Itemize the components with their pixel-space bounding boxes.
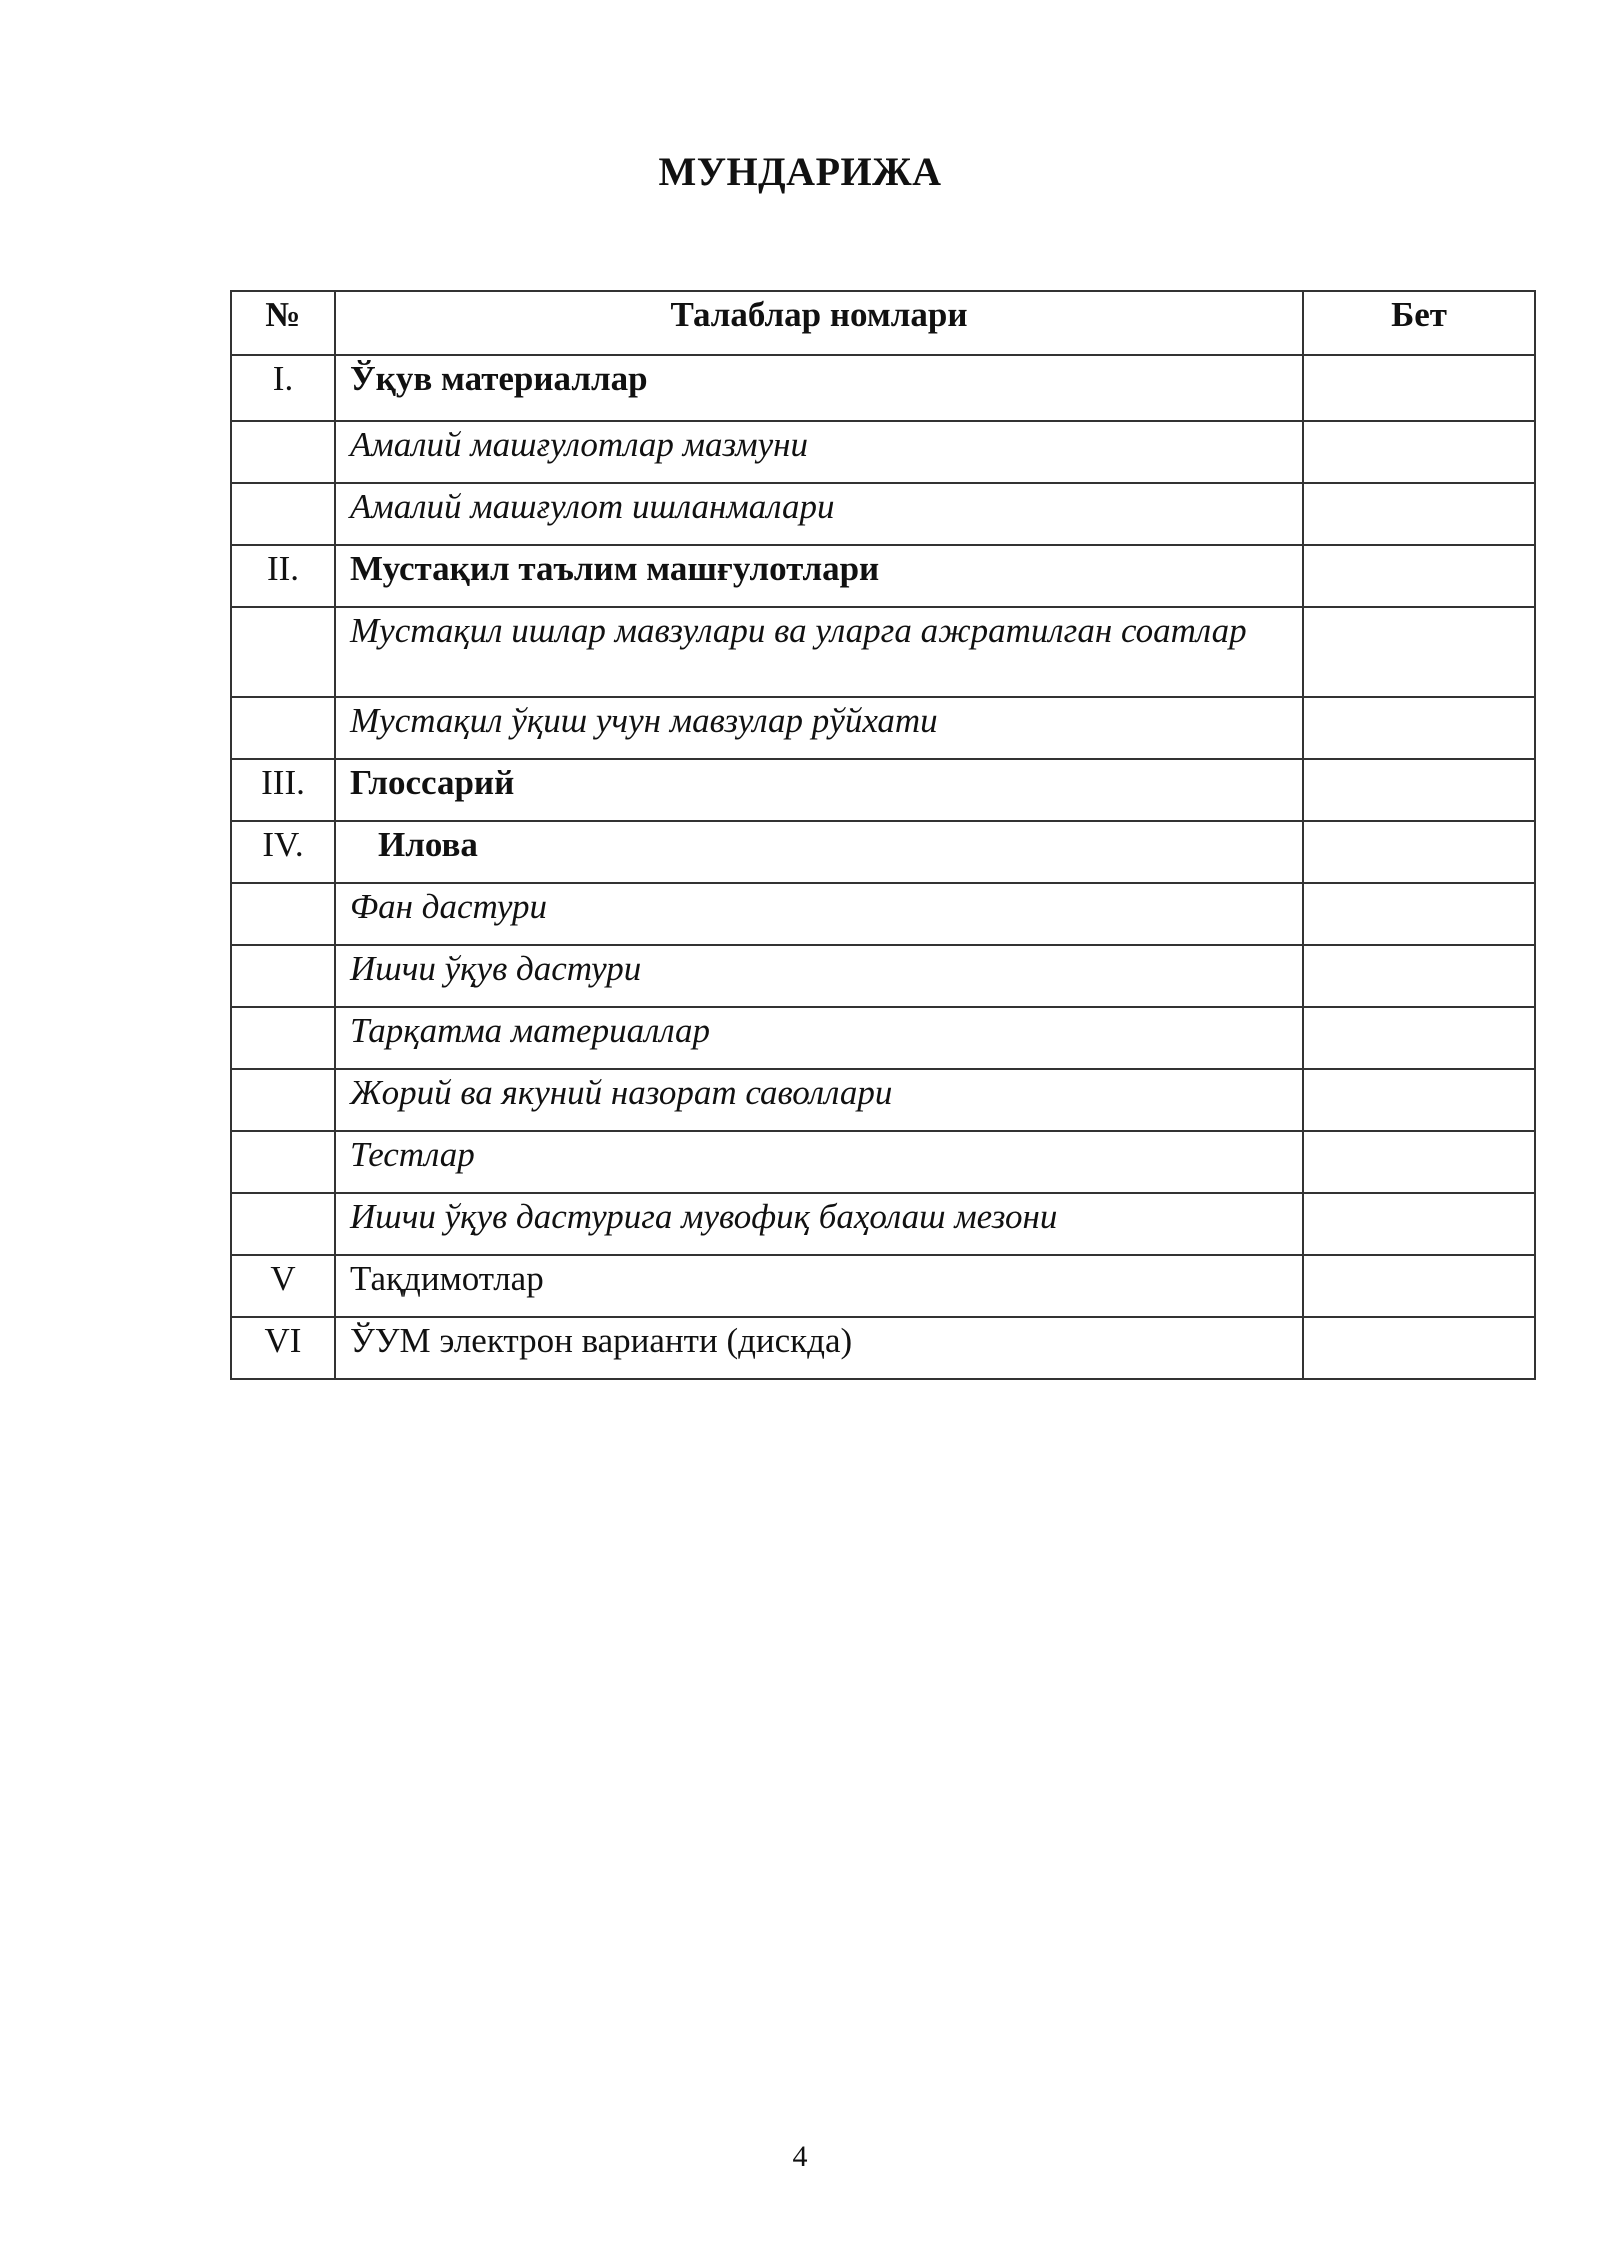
row-number [231,1131,335,1193]
header-number: № [231,291,335,355]
subsection-title: Тарқатма материаллар [335,1007,1303,1069]
row-page [1303,697,1535,759]
table-row [231,697,1535,759]
row-number: IV. [231,821,335,883]
row-page [1303,1007,1535,1069]
table-row [231,1193,1535,1255]
row-number [231,1007,335,1069]
table-row [231,1007,1535,1069]
row-page [1303,421,1535,483]
table-row [231,355,1535,421]
row-page [1303,355,1535,421]
row-number [231,1193,335,1255]
subsection-title: Фан дастури [335,883,1303,945]
section-title: Ўқув материаллар [335,355,1303,421]
subsection-title: Амалий машғулотлар мазмуни [335,421,1303,483]
table-row [231,545,1535,607]
section-title: Глоссарий [335,759,1303,821]
row-number: V [231,1255,335,1317]
subsection-title: Жорий ва якуний назорат саволлари [335,1069,1303,1131]
section-title: ЎУМ электрон варианти (дискда) [335,1317,1303,1379]
row-page [1303,883,1535,945]
table-row [231,607,1535,697]
subsection-title: Мустақил ишлар мавзулари ва уларга ажратилган соатлар [335,607,1303,697]
subsection-title: Мустақил ўқиш учун мавзулар рўйхати [335,697,1303,759]
table-row [231,483,1535,545]
row-number [231,421,335,483]
subsection-title: Ишчи ўқув дастури [335,945,1303,1007]
subsection-title: Тестлар [335,1131,1303,1193]
table-header-row [231,291,1535,355]
row-number: I. [231,355,335,421]
row-page [1303,1317,1535,1379]
row-number [231,1069,335,1131]
row-number [231,607,335,697]
subsection-title: Амалий машғулот ишланмалари [335,483,1303,545]
row-page [1303,607,1535,697]
row-page [1303,759,1535,821]
row-page [1303,483,1535,545]
section-title: Мустақил таълим машғулотлари [335,545,1303,607]
header-page: Бет [1303,291,1535,355]
row-number: VI [231,1317,335,1379]
row-number [231,697,335,759]
section-title: Илова [335,821,1303,883]
row-number: II. [231,545,335,607]
table-row [231,821,1535,883]
table-row [231,1131,1535,1193]
contents-table [230,290,1536,1380]
subsection-title: Ишчи ўқув дастурига мувофиқ баҳолаш мезони [335,1193,1303,1255]
row-page [1303,945,1535,1007]
table-row [231,1317,1535,1379]
table-row [231,883,1535,945]
row-page [1303,1193,1535,1255]
table-row [231,421,1535,483]
page-number: 4 [792,2140,808,2173]
header-requirement-names: Талаблар номлари [335,291,1303,355]
row-number [231,483,335,545]
row-page [1303,1255,1535,1317]
table-row [231,1255,1535,1317]
table-row [231,1069,1535,1131]
row-number: III. [231,759,335,821]
section-title: Тақдимотлар [335,1255,1303,1317]
table-row [231,759,1535,821]
row-page [1303,821,1535,883]
row-page [1303,1131,1535,1193]
row-number [231,945,335,1007]
row-page [1303,1069,1535,1131]
row-number [231,883,335,945]
table-row [231,945,1535,1007]
page-title: МУНДАРИЖА [658,149,942,194]
row-page [1303,545,1535,607]
